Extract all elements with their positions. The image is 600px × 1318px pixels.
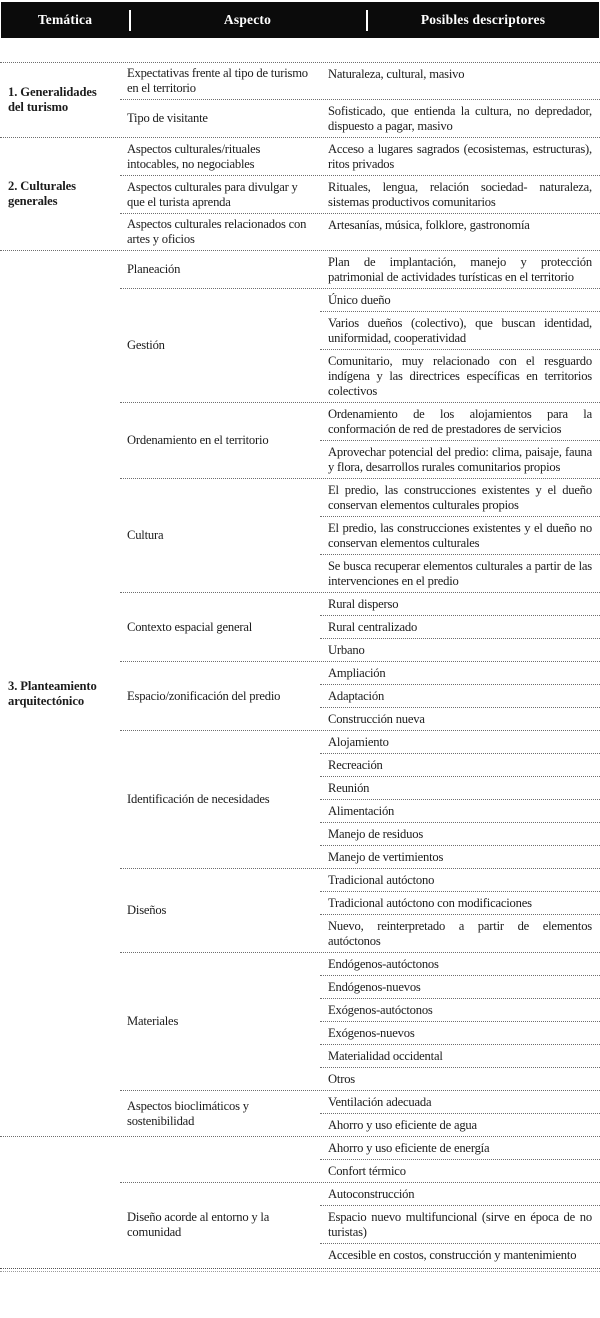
descriptor-cell: Sofisticado, que entienda la cultura, no depredador, dispuesto a pagar, masivo	[328, 103, 592, 133]
descriptor-list	[320, 953, 600, 1090]
descriptor-list	[320, 1183, 600, 1266]
descriptor-list	[320, 1137, 600, 1182]
aspect-groups	[120, 63, 600, 137]
aspect-group	[120, 99, 600, 137]
descriptor-cell: Ahorro y uso eficiente de agua	[320, 1113, 600, 1136]
descriptor-cell: Rural disperso	[328, 596, 399, 611]
aspecto-cell	[120, 403, 320, 478]
descriptor-cell: Materialidad occidental	[320, 1044, 600, 1067]
aspect-group	[120, 592, 600, 661]
aspecto-label: Espacio/zonificación del predio	[127, 688, 281, 703]
descriptor-cell: Alojamiento	[328, 734, 389, 749]
tematica-label: 3. Planteamiento arquitectónico	[8, 678, 97, 708]
aspecto-cell	[120, 1183, 320, 1266]
aspect-groups	[120, 1137, 600, 1266]
descriptor-cell: Espacio nuevo multifuncional (sirve en época de no turistas)	[320, 1205, 600, 1243]
tematica-cell	[0, 251, 120, 1136]
descriptor-cell: Reunión	[320, 776, 600, 799]
descriptor-cell: Adaptación	[320, 684, 600, 707]
aspecto-label: Gestión	[127, 338, 165, 352]
descriptor-list	[320, 869, 600, 952]
descriptor-cell: El predio, las construcciones existentes y el dueño conservan elementos culturales propios	[328, 482, 592, 512]
aspecto-label: Identificación de necesidades	[127, 792, 270, 806]
aspecto-cell	[120, 869, 320, 952]
descriptor-cell: Autoconstrucción	[328, 1186, 415, 1201]
descriptor-cell: Nuevo, reinterpretado a partir de elementos autóctonos	[320, 914, 600, 952]
aspecto-cell	[120, 1091, 320, 1136]
descriptor-cell: Tradicional autóctono con modificaciones	[320, 891, 600, 914]
aspect-group	[120, 402, 600, 478]
tematica-cell	[0, 138, 120, 250]
descriptor-cell: Endógenos-nuevos	[320, 975, 600, 998]
aspecto-label: Expectativas frente al tipo de turismo en el territorio	[127, 66, 308, 95]
descriptor-list	[320, 593, 600, 661]
aspecto-cell	[120, 953, 320, 1090]
aspecto-cell	[120, 176, 320, 213]
descriptor-list	[320, 138, 600, 175]
descriptor-cell: Alimentación	[320, 799, 600, 822]
header-divider-icon	[366, 10, 368, 31]
tematica-label: 2. Culturales generales	[8, 179, 76, 208]
descriptor-list	[320, 403, 600, 478]
aspecto-label: Ordenamiento en el territorio	[127, 433, 269, 447]
descriptor-list	[320, 63, 600, 99]
header-divider-icon	[129, 10, 131, 31]
descriptor-cell: Manejo de vertimientos	[320, 845, 600, 868]
descriptor-cell: Único dueño	[328, 292, 391, 307]
column-header-posibles-descriptores: Posibles descriptores	[420, 12, 546, 27]
descriptor-cell: Naturaleza, cultural, masivo	[328, 66, 465, 81]
aspecto-cell	[120, 289, 320, 402]
descriptor-cell: Aprovechar potencial del predio: clima, paisaje, fauna y flora, desarrollos rurales comunitarios propios	[320, 440, 600, 478]
descriptor-cell: Tradicional autóctono	[328, 872, 435, 887]
descriptor-list	[320, 479, 600, 592]
descriptor-cell: Manejo de residuos	[320, 822, 600, 845]
aspecto-cell	[120, 63, 320, 99]
aspecto-cell	[120, 731, 320, 868]
descriptor-cell: El predio, las construcciones existentes y el dueño no conservan elementos culturales	[320, 516, 600, 554]
aspecto-label: Aspectos bioclimáticos y sostenibilidad	[127, 1098, 249, 1128]
descriptor-cell: Accesible en costos, construcción y mantenimiento	[320, 1243, 600, 1266]
aspecto-label: Diseño acorde al entorno y la comunidad	[127, 1209, 270, 1239]
descriptor-list	[320, 214, 600, 250]
aspecto-cell	[120, 1137, 320, 1182]
descriptor-cell: Varios dueños (colectivo), que buscan identidad, uniformidad, cooperatividad	[320, 311, 600, 349]
aspect-group	[120, 1137, 600, 1182]
aspect-group	[120, 730, 600, 868]
tematica-cell	[0, 1137, 120, 1266]
descriptor-cell: Confort térmico	[320, 1159, 600, 1182]
aspecto-label: Aspectos culturales relacionados con artes y oficios	[127, 217, 307, 246]
descriptor-cell: Ventilación adecuada	[328, 1094, 432, 1109]
column-header-tematica: Temática	[37, 12, 93, 27]
descriptor-cell: Exógenos-autóctonos	[320, 998, 600, 1021]
descriptor-cell: Otros	[320, 1067, 600, 1090]
aspect-group	[120, 175, 600, 213]
descriptor-cell: Acceso a lugares sagrados (ecosistemas, estructuras), ritos privados	[328, 141, 592, 171]
descriptor-cell: Rituales, lengua, relación sociedad- naturaleza, sistemas productivos comunitarios	[328, 179, 592, 209]
aspect-group	[120, 288, 600, 402]
tematica-cell	[0, 63, 120, 137]
descriptor-list	[320, 176, 600, 213]
descriptor-list	[320, 731, 600, 868]
aspect-group	[120, 63, 600, 99]
aspect-group	[120, 1090, 600, 1136]
table-bottom-rule	[0, 1271, 600, 1273]
aspecto-label: Aspectos culturales/rituales intocables, no negociables	[127, 141, 261, 171]
column-header-aspecto: Aspecto	[223, 12, 272, 27]
aspecto-label: Diseños	[127, 903, 167, 917]
descriptor-list	[320, 1091, 600, 1136]
descriptor-list	[320, 251, 600, 288]
descriptor-cell: Rural centralizado	[320, 615, 600, 638]
aspecto-cell	[120, 662, 320, 730]
descriptor-list	[320, 662, 600, 730]
descriptor-list	[320, 100, 600, 137]
aspect-group	[120, 952, 600, 1090]
descriptor-cell: Artesanías, música, folklore, gastronomía	[328, 217, 530, 232]
descriptor-list	[320, 289, 600, 402]
aspecto-cell	[120, 479, 320, 592]
section-row	[0, 137, 600, 250]
descriptor-cell: Ahorro y uso eficiente de energía	[328, 1140, 490, 1155]
section-row	[0, 62, 600, 137]
aspect-group	[120, 868, 600, 952]
aspecto-label: Aspectos culturales para divulgar y que el turista aprenda	[127, 179, 298, 209]
descriptor-cell: Exógenos-nuevos	[320, 1021, 600, 1044]
descriptor-cell: Ampliación	[328, 665, 386, 680]
descriptor-cell: Construcción nueva	[320, 707, 600, 730]
tematica-label: 1. Generalidades del turismo	[8, 85, 97, 114]
aspect-group	[120, 251, 600, 288]
descriptor-cell: Se busca recuperar elementos culturales a partir de las intervenciones en el predio	[320, 554, 600, 592]
table-body	[0, 62, 600, 1266]
section-row	[0, 250, 600, 1136]
aspecto-cell	[120, 251, 320, 288]
aspecto-cell	[120, 100, 320, 137]
aspecto-label: Cultura	[127, 528, 164, 542]
aspecto-label: Materiales	[127, 1014, 179, 1028]
aspecto-cell	[120, 138, 320, 175]
aspect-group	[120, 213, 600, 250]
table-header-row	[1, 2, 599, 38]
descriptor-cell: Urbano	[320, 638, 600, 661]
descriptor-cell: Plan de implantación, manejo y protección patrimonial de actividades turísticas en el territorio	[328, 254, 592, 284]
aspect-group	[120, 1182, 600, 1266]
descriptor-cell: Recreación	[320, 753, 600, 776]
section-row	[0, 1136, 600, 1266]
aspect-groups	[120, 138, 600, 250]
aspect-group	[120, 478, 600, 592]
descriptor-cell: Ordenamiento de los alojamientos para la conformación de red de prestadores de servicios	[328, 406, 592, 436]
aspect-group	[120, 661, 600, 730]
aspect-group	[120, 138, 600, 175]
aspecto-label: Planeación	[127, 262, 181, 276]
descriptor-cell: Comunitario, muy relacionado con el resguardo indígena y las directrices específicas en territorios colectivos	[320, 349, 600, 402]
aspecto-label: Tipo de visitante	[127, 111, 208, 125]
aspecto-cell	[120, 214, 320, 250]
aspect-groups	[120, 251, 600, 1136]
descriptor-cell: Endógenos-autóctonos	[328, 956, 439, 971]
aspecto-label: Contexto espacial general	[127, 619, 253, 634]
aspecto-cell	[120, 593, 320, 661]
